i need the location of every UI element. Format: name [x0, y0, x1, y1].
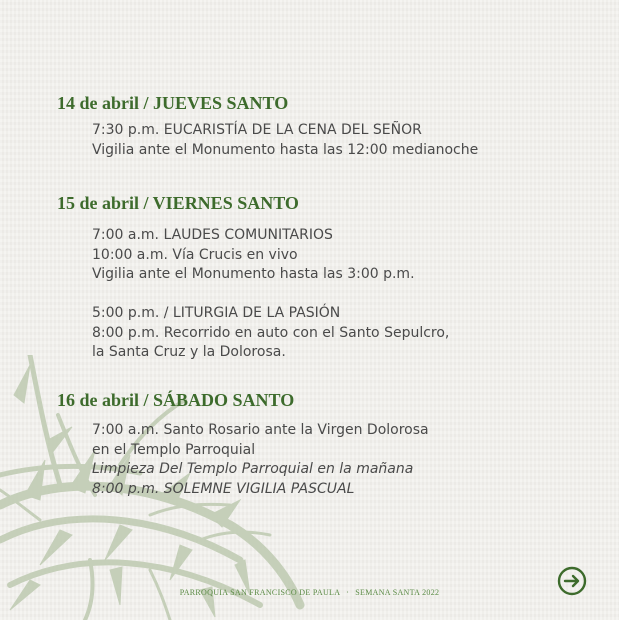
schedule-item: Vigilia ante el Monumento hasta las 12:00 medianoche — [92, 141, 479, 158]
schedule-item: 7:00 a.m. Santo Rosario ante la Virgen Dolorosa — [92, 422, 429, 438]
schedule-list — [92, 226, 415, 285]
day-title: 15 de abril / VIERNES SANTO — [57, 193, 299, 213]
day-section-viernes — [57, 193, 450, 360]
schedule-item: la Santa Cruz y la Dolorosa. — [92, 344, 286, 360]
schedule-item: 7:30 p.m. EUCARISTÍA DE LA CENA DEL SEÑOR — [92, 122, 422, 138]
day-section-jueves — [57, 93, 479, 158]
schedule-item: 8:00 p.m. Recorrido en auto con el Santo Sepulcro, — [92, 324, 450, 341]
schedule-list — [92, 121, 478, 160]
footer — [0, 588, 619, 597]
schedule-item: en el Templo Parroquial — [92, 441, 256, 458]
day-title: 14 de abril / JUEVES SANTO — [57, 93, 289, 113]
footer-event: SEMANA SANTA 2022 — [355, 588, 440, 597]
day-section-sabado — [57, 390, 429, 497]
schedule-item: Vigilia ante el Monumento hasta las 3:00 p.m. — [92, 266, 415, 282]
schedule-item: 8:00 p.m. SOLEMNE VIGILIA PASCUAL — [92, 480, 355, 497]
footer-parish: PARROQUIA SAN FRANCISCO DE PAULA — [179, 588, 341, 597]
schedule-list — [92, 421, 429, 499]
schedule-item: Limpieza Del Templo Parroquial en la mañana — [92, 461, 414, 477]
schedule-list — [92, 304, 449, 363]
footer-separator: · — [346, 588, 350, 597]
schedule-item: 7:00 a.m. LAUDES COMUNITARIOS — [92, 227, 333, 243]
schedule-item: 5:00 p.m. / LITURGIA DE LA PASIÓN — [92, 305, 341, 321]
arrow-right-circle-icon[interactable] — [557, 566, 587, 596]
schedule-item: 10:00 a.m. Vía Crucis en vivo — [92, 246, 298, 263]
day-title: 16 de abril / SÁBADO SANTO — [57, 390, 295, 410]
